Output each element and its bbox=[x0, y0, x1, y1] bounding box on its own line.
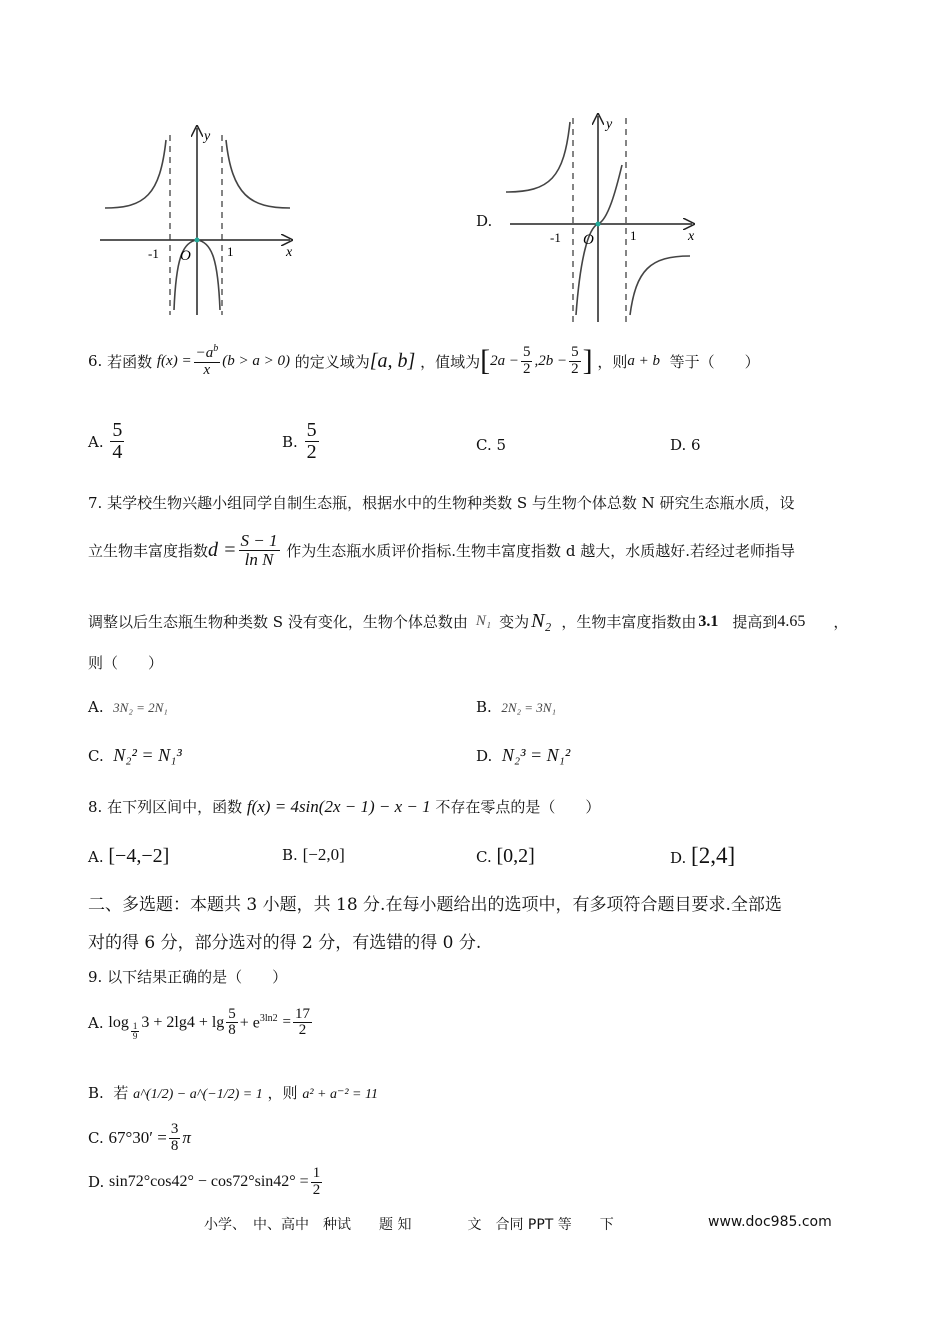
q6-cond: (b > a > 0) bbox=[222, 352, 290, 369]
right-x-label: x bbox=[688, 229, 695, 244]
section-2-line-2: 对的得 6 分，部分选对的得 2 分，有选错的得 0 分. bbox=[88, 933, 482, 953]
q9-option-d[interactable]: D. sin72°cos42° − cos72°sin42° = $\frac{1}{2}$ bbox=[88, 1165, 321, 1198]
q6-text-5: 等于（ ） bbox=[669, 352, 760, 371]
q6-stem: 6. 若函数 f(x) = $\frac{-a^b}{x}$ (b > a > 0) 的定义域为 [a, b] ，值域为 [ 2a − $\frac{5}{2}$ ,2b − $\frac{5}{2}$ ] ，则 a + b 等于（ ） bbox=[88, 343, 760, 378]
q7-option-d[interactable]: D. N₂³ = N₁² bbox=[476, 745, 571, 765]
q6-range-frac-1: $\frac{5}{2}$ bbox=[522, 344, 531, 377]
q9-title: 9. 以下结果正确的是（ ） bbox=[88, 968, 288, 986]
left-one: 1 bbox=[227, 244, 234, 259]
q7-line-2: 立生物丰富度指数 d = $\frac{S - 1}{\text{ln N}}$ 作为生态瓶水质评价指标.生物丰富度指数 d 越大，水质越好.若经过老师指导 bbox=[88, 531, 795, 569]
q8-option-b[interactable]: B. [−2,0] bbox=[282, 845, 345, 864]
q7-line-4: 则（ ） bbox=[88, 654, 164, 672]
q7-line-3: 调整以后生态瓶生物种类数 S 没有变化，生物个体总数由 N₁ 变为 N₂ ，生物丰富度指数由 3.1 提高到 4.65 ， bbox=[88, 610, 849, 632]
q7-line-1: 7. 某学校生物兴趣小组同学自制生态瓶，根据水中的生物种类数 S 与生物个体总数 N 研究生态瓶水质，设 bbox=[88, 494, 795, 512]
q7-v1: 3.1 bbox=[698, 612, 719, 630]
q7-v2: 4.65 bbox=[777, 612, 806, 630]
q8-option-d[interactable]: D. [2,4] bbox=[670, 843, 736, 868]
q6-range-frac-2: $\frac{5}{2}$ bbox=[571, 344, 579, 377]
left-y-label: y bbox=[204, 129, 211, 144]
q6-func-lhs: f(x) = bbox=[156, 352, 192, 369]
q6-domain: [a, b] bbox=[369, 349, 416, 372]
q6-range-mid: ,2b − bbox=[534, 352, 568, 369]
q6-option-b[interactable]: B. $\frac{5}{2}$ bbox=[282, 419, 317, 463]
q7-option-b[interactable]: B. 2N₂ = 3N₁ bbox=[476, 698, 556, 716]
q6-text-1: 若函数 bbox=[107, 352, 153, 371]
footer-link[interactable]: www.doc985.com bbox=[708, 1214, 832, 1230]
right-y-label: y bbox=[606, 117, 613, 132]
q7-d-frac: $\frac{S - 1}{\text{ln N}}$ bbox=[240, 531, 278, 569]
q6-func-frac: $\frac{-a^b}{x}$ bbox=[195, 343, 219, 378]
q6-text-2: 的定义域为 bbox=[294, 352, 370, 371]
q7-d-eq: d = bbox=[208, 538, 237, 561]
q6-ab: a + b bbox=[627, 352, 661, 369]
q6-text-3: ，值域为 bbox=[420, 352, 481, 371]
q6-num: 6. bbox=[88, 352, 103, 371]
q7-n2: N₂ bbox=[531, 610, 552, 632]
option-d-label: D. bbox=[476, 212, 493, 230]
right-one: 1 bbox=[630, 228, 637, 243]
left-neg-one: -1 bbox=[148, 246, 159, 261]
q6-option-c[interactable]: C. 5 bbox=[476, 436, 507, 454]
q8-option-c[interactable]: C. [0,2] bbox=[476, 845, 535, 867]
right-origin: O bbox=[583, 232, 594, 248]
q9-option-b[interactable]: B. 若 a^(1/2) − a^(−1/2) = 1 ，则 a² + a⁻² = 11 bbox=[88, 1084, 378, 1102]
q8-stem: 8. 在下列区间中，函数 f(x) = 4sin(2x − 1) − x − 1 不存在零点的是（ ） bbox=[88, 797, 601, 816]
section-2-line-1: 二、多选题：本题共 3 小题，共 18 分.在每小题给出的选项中，有多项符合题目要求.全部选 bbox=[88, 895, 782, 915]
q9-option-a[interactable]: A. log $\frac{1}{9}$ 3 + 2lg4 + lg $\frac{5}{8}$ + $e^{3ln2}$ = $\frac{17}{2}$ bbox=[88, 1005, 310, 1042]
q9-option-c[interactable]: C. 67°30′ = $\frac{3}{8}$ π bbox=[88, 1121, 191, 1154]
graph-right bbox=[500, 110, 710, 330]
footer-text: 小学、 中、高中 种试 题 知 文 合同 PPT 等 下 bbox=[204, 1217, 614, 1233]
q6-text-4: ，则 bbox=[597, 352, 628, 371]
right-neg-one: -1 bbox=[550, 230, 561, 245]
left-origin: O bbox=[180, 248, 191, 264]
q6-option-d[interactable]: D. 6 bbox=[670, 436, 701, 454]
left-x-label: x bbox=[286, 245, 293, 260]
q8-func: f(x) = 4sin(2x − 1) − x − 1 bbox=[246, 797, 431, 816]
q8-option-a[interactable]: A. [−4,−2] bbox=[88, 845, 170, 867]
q7-n1: N₁ bbox=[475, 613, 492, 629]
q7-option-a[interactable]: A. 3N₂ = 2N₁ bbox=[88, 698, 168, 716]
q7-option-c[interactable]: C. N₂² = N₁³ bbox=[88, 745, 182, 765]
q6-range-left: 2a − bbox=[490, 352, 519, 369]
q6-option-a[interactable]: A. $\frac{5}{4}$ bbox=[88, 419, 123, 463]
graph-left bbox=[100, 120, 320, 320]
